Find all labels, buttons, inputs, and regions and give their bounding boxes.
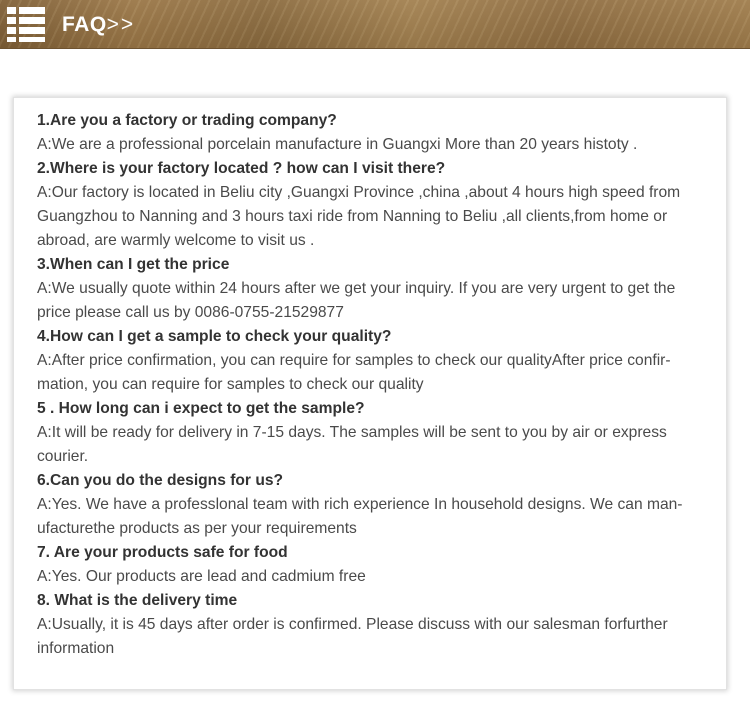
- faq-question: 5 . How long can i expect to get the sample?: [37, 400, 365, 417]
- faq-item-2: [37, 157, 709, 253]
- faq-answer: A:After price confirmation, you can require for samples to check our qualityAfter price confir- mation, you can require for samples to check our quality: [37, 352, 671, 393]
- faq-answer: A:Usually, it is 45 days after order is confirmed. Please discuss with our salesman forfurther information: [37, 616, 668, 657]
- faq-answer: A:We usually quote within 24 hours after we get your inquiry. If you are very urgent to get the price please call us by 0086-0755-21529877: [37, 280, 676, 321]
- faq-answer: A:Our factory is located in Beliu city ,Guangxi Province ,china ,about 4 hours high speed from Guangzhou to Nanning and 3 hours taxi ride from Nanning to Beliu ,all clients,from home or abroad, are warmly welcome to visit us .: [37, 184, 681, 249]
- faq-list: [37, 109, 709, 661]
- faq-question: 6.Can you do the designs for us?: [37, 472, 284, 489]
- page-title-arrows: >>: [106, 13, 136, 36]
- faq-item-1: [37, 109, 709, 157]
- faq-item-5: [37, 397, 709, 469]
- faq-answer: A:It will be ready for delivery in 7-15 days. The samples will be sent to you by air or express courier.: [37, 424, 667, 465]
- page-title: [62, 12, 135, 38]
- faq-question: 2.Where is your factory located ? how can I visit there?: [37, 160, 446, 177]
- faq-item-4: [37, 325, 709, 397]
- faq-answer: A:Yes. We have a professlonal team with rich experience In household designs. We can man- ufacturethe products as per your requirements: [37, 496, 683, 537]
- faq-question: 3.When can I get the price: [37, 256, 230, 273]
- faq-question: 8. What is the delivery time: [37, 592, 238, 609]
- faq-item-8: [37, 589, 709, 661]
- faq-answer: A:Yes. Our products are lead and cadmium free: [37, 568, 366, 585]
- page-title-text: FAQ: [62, 13, 107, 36]
- faq-banner: [0, 0, 750, 49]
- faq-answer: A:We are a professional porcelain manufacture in Guangxi More than 20 years histoty .: [37, 136, 638, 153]
- faq-item-6: [37, 469, 709, 541]
- list-menu-icon: [7, 7, 45, 42]
- faq-question: 4.How can I get a sample to check your quality?: [37, 328, 392, 345]
- faq-question: 1.Are you a factory or trading company?: [37, 112, 337, 129]
- faq-item-7: [37, 541, 709, 589]
- faq-question: 7. Are your products safe for food: [37, 544, 288, 561]
- faq-item-3: [37, 253, 709, 325]
- faq-card: [13, 97, 727, 690]
